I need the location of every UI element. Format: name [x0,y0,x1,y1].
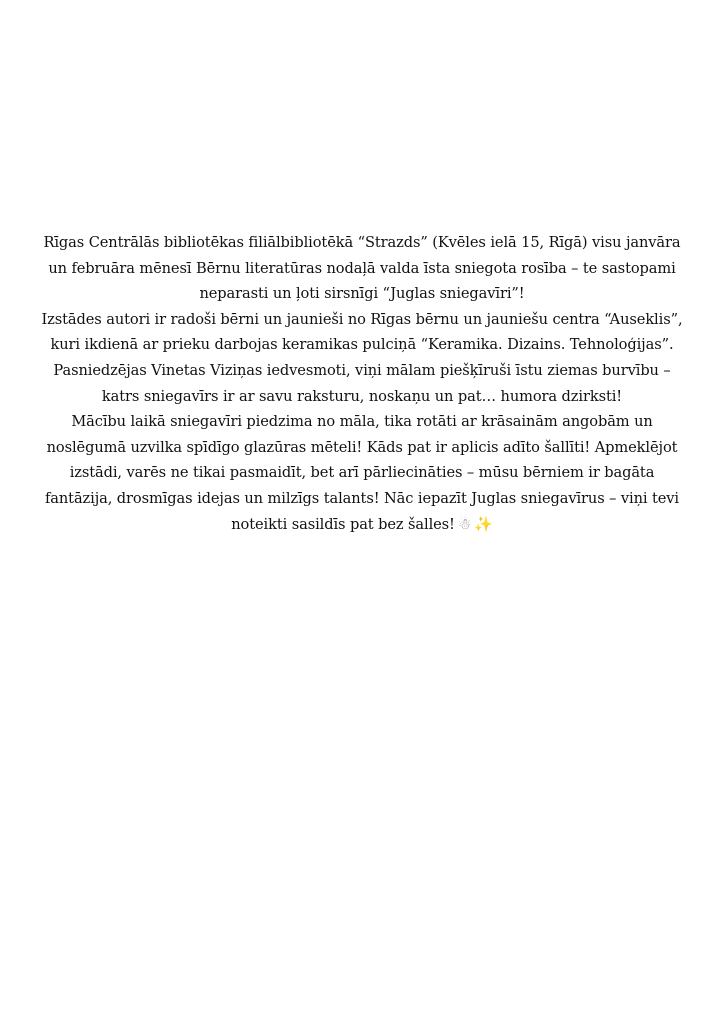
paragraph-authors: Izstādes autori ir radoši bērni un jaunieši no Rīgas bērnu un jauniešu centra “Auseklis”, kuri ikdienā ar prieku darbojas keramikas pulciņā “Keramika. Dizains. Tehnoloģijas”. Pasniedzējas Vinetas Viziņas iedvesmoti, viņi mālam piešķīruši īstu ziemas burvību – katrs sniegavīrs ir ar savu raksturu, noskaņu un pat… humora dzirksti! [41,310,683,405]
sparkles-icon: ✨ [474,514,493,533]
paragraph-intro: Rīgas Centrālās bibliotēkas filiālbibliotēkā “Strazds” (Kvēles ielā 15, Rīgā) visu janvāra un februāra mēnesī Bērnu literatūras nodaļā valda īsta sniegota rosība – te sastopami neparasti un ļoti sirsnīgi “Juglas sniegavīri”! [43,234,681,303]
paragraph-process-text: Mācību laikā sniegavīri piedzima no māla, tika rotāti ar krāsainām angobām un noslēgumā uzvilka spīdīgo glazūras mēteli! Kāds pat ir aplicis adīto šallīti! Apmeklējot izstādi, varēs ne tikai pasmaidīt, bet arī pārliecināties – mūsu bērniem ir bagāta fantāzija, drosmīgas idejas un milzīgs talants! Nāc iepazīt Juglas sniegavīrus – viņi tevi noteikti sasildīs pat bez šalles! [44,413,680,533]
snowman-icon: ☃ [457,514,472,533]
paragraph-process [40,409,684,537]
document-body [40,230,684,537]
